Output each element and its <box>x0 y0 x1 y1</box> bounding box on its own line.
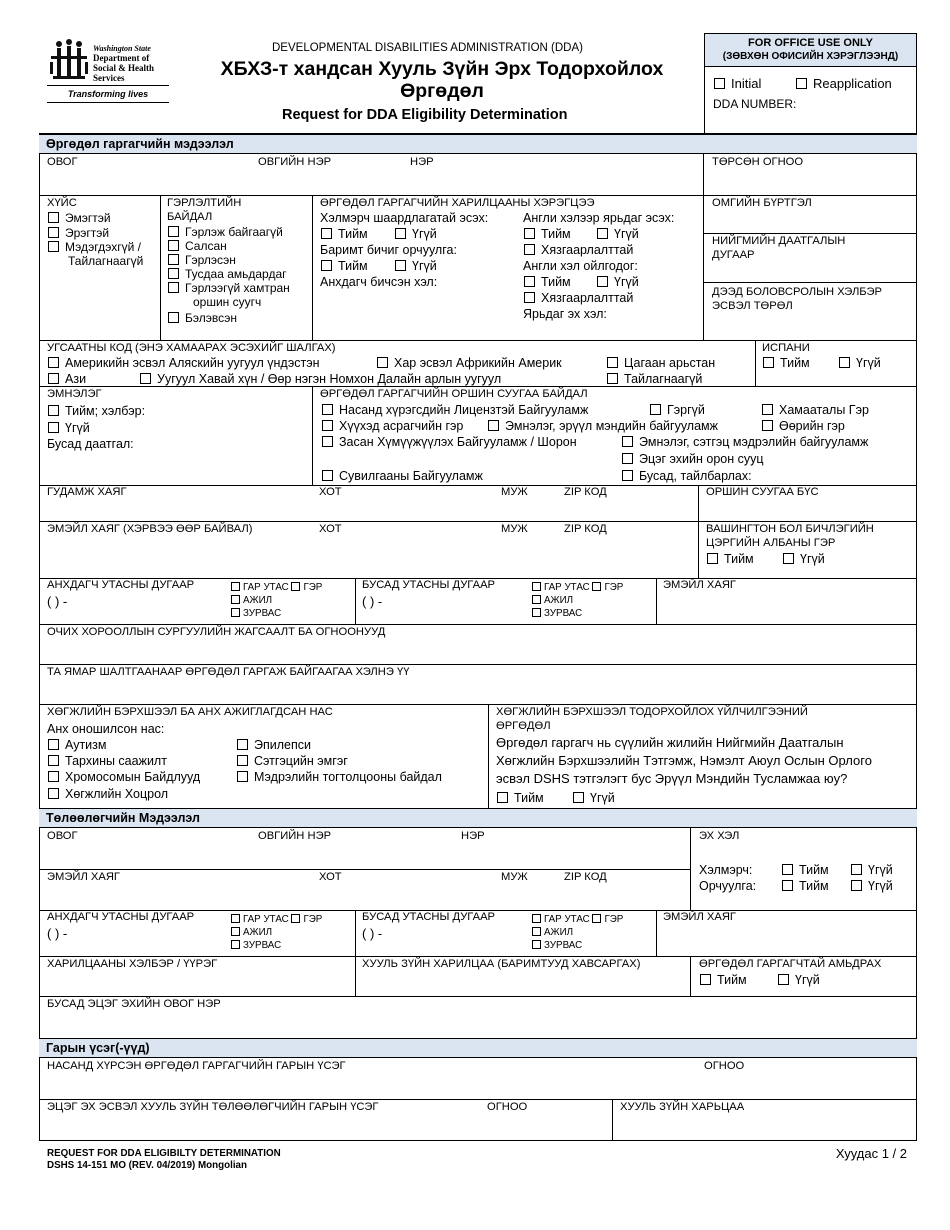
zip-label: ZIP КОД <box>564 486 607 498</box>
dshs-emblem-icon <box>47 38 91 82</box>
phone2-type-msg[interactable]: ЗУРВАС <box>532 608 582 620</box>
rep-other-phone-label: БУСАД УТАСНЫ ДУГААР <box>362 911 496 923</box>
legal-relationship-label: ХУУЛЬ ЗҮЙН ХАРЬЦАА <box>620 1101 745 1113</box>
adult-sig-date-label: ОГНОО <box>704 1060 745 1072</box>
ssi-label2: ӨРГӨДӨЛ <box>496 720 551 732</box>
applicant-patronymic-label: ОВГИЙН НЭР <box>258 156 332 168</box>
res-child-foster-checkbox[interactable]: Хүүхэд асрагчийн гэр <box>322 418 463 434</box>
english-limited-checkbox[interactable]: Хязгаарлалттай <box>524 242 633 258</box>
ethnic-pacific-checkbox[interactable]: Уугуул Хавай хүн / Өөр нэгэн Номхон Далайн арлын уугуул <box>140 371 501 387</box>
office-initial-checkbox[interactable]: Initial <box>714 76 761 92</box>
marital-label: ГЭРЛЭЛТИЙН <box>167 197 242 209</box>
sex-female-checkbox[interactable]: Эмэгтэй <box>48 210 111 226</box>
phone2-type-cell-home[interactable]: ГАР УТАС ГЭР <box>532 582 623 594</box>
res-adult-facility-checkbox[interactable]: Насанд хүрэгсдийн Лицензтэй Байгууламж <box>322 402 588 418</box>
marital-divorced-checkbox[interactable]: Салсан <box>168 238 227 254</box>
rep-zip-label: ZIP КОД <box>564 871 607 883</box>
marital-separated-checkbox[interactable]: Тусдаа амьдардаг <box>168 266 287 282</box>
ssi-question-1: Өргөдөл гаргагч нь сүүлийн жилийн Нийгмийн Даатгалын <box>496 735 844 750</box>
insurance-yes-checkbox[interactable]: Тийм; хэлбэр: <box>48 403 145 419</box>
other-parent-label: БУСАД ЭЦЭГ ЭХИЙН ОВОГ НЭР <box>47 998 221 1010</box>
residence-label: ӨРГӨДӨЛ ГАРГАГЧИЙН ОРШИН СУУГАА БАЙДАЛ <box>320 388 588 400</box>
parent-signature-label: ЭЦЭГ ЭХ ЭСВЭЛ ХУУЛЬ ЗҮЙН ТӨЛӨӨЛӨГЧИЙН ГАРЫН ҮСЭГ <box>47 1101 379 1113</box>
ethnic-unreported-checkbox[interactable]: Тайлагнаагүй <box>607 371 702 387</box>
ethnic-white-checkbox[interactable]: Цагаан арьстан <box>607 355 715 371</box>
phone1-type-cell-home[interactable]: ГАР УТАС ГЭР <box>231 582 322 594</box>
ethnic-am-indian-checkbox[interactable]: Америкийн эсвэл Аляскийн уугуул үндэстэн <box>48 355 320 371</box>
mailing-city-label: ХОТ <box>319 523 342 535</box>
rep-patronymic-label: ОВГИЙН НЭР <box>258 830 332 842</box>
phone2-type-work[interactable]: АЖИЛ <box>532 595 573 607</box>
applicant-first-name-label: НЭР <box>410 156 434 168</box>
understand-limited-checkbox[interactable]: Хязгаарлалттай <box>524 290 633 306</box>
res-nursing-checkbox[interactable]: Эмнэлэг, эрүүл мэндийн байгууламж <box>488 418 718 434</box>
res-own-home-checkbox[interactable]: Өөрийн гэр <box>762 418 845 434</box>
dis-cp-checkbox[interactable]: Тархины саажилт <box>48 753 167 769</box>
rep-state-label: МУЖ <box>501 871 528 883</box>
understand-yes-checkbox[interactable]: Тийм <box>524 274 571 290</box>
ssi-question-2: Хөгжлийн Бэрхшээлийн Тэтгэмж, Нэмэлт Аюул Ослын Орлого <box>496 753 872 768</box>
logo-dept: Department of Social & Health Services <box>93 53 154 83</box>
wa-military-yes-checkbox[interactable]: Тийм <box>707 551 754 567</box>
phone1-type-work[interactable]: АЖИЛ <box>231 595 272 607</box>
rep-lives-no-checkbox[interactable]: Үгүй <box>778 972 820 988</box>
page-title-en: Request for DDA Eligibility Determination <box>282 107 568 123</box>
logo-tagline: Transforming lives <box>67 89 149 99</box>
insurance-no-checkbox[interactable]: Үгүй <box>48 420 90 436</box>
state-label: МУЖ <box>501 486 528 498</box>
english-yes-checkbox[interactable]: Тийм <box>524 226 571 242</box>
rep-city-label: ХОТ <box>319 871 342 883</box>
marital-partner-checkbox[interactable]: Гэрлээгүй хамтран <box>168 280 290 296</box>
county-label: ОРШИН СУУГАА БҮС <box>706 486 819 498</box>
footer-form-name: REQUEST FOR DDA ELIGIBILTY DETERMINATION DSHS 14-151 MO (REV. 04/2019) Mongolian <box>47 1148 281 1171</box>
primary-phone-format: ( ) - <box>47 594 68 609</box>
rep-translation-no-checkbox[interactable]: Үгүй <box>851 878 893 894</box>
dis-chromo-checkbox[interactable]: Хромосомын Байдлууд <box>48 769 200 785</box>
footer-page-number: Хуудас 1 / 2 <box>835 1146 907 1161</box>
rep-language-label: ЭХ ХЭЛ <box>699 830 740 842</box>
dshs-logo <box>47 38 172 104</box>
rep-primary-phone-format: ( ) - <box>47 926 68 941</box>
school-district-label: ОЧИХ ХОРООЛЛЫН СУРГУУЛИЙН ЖАГСААЛТ БА ОГНООНУУД <box>47 626 386 638</box>
rep-phone2-cell-home[interactable]: ГАР УТАС ГЭР <box>532 914 623 926</box>
interpreter-question: Хэлмэрч шаардлагатай эсэх: <box>320 211 489 225</box>
primary-phone-label: АНХДАГЧ УТАСНЫ ДУГААР <box>47 579 195 591</box>
primary-written-label: Анхдагч бичсэн хэл: <box>320 275 438 289</box>
hispanic-label: ИСПАНИ <box>762 342 810 354</box>
marital-label2: БАЙДАЛ <box>167 211 213 223</box>
email-label: ЭМЭЙЛ ХАЯГ <box>663 579 736 591</box>
rep-translation-label: Орчуулга: <box>699 879 757 893</box>
res-parent-home-checkbox[interactable]: Эцэг эхийн орон сууц <box>622 451 764 467</box>
doc-translation-question: Баримт бичиг орчуулга: <box>320 243 457 257</box>
rep-email-label: ЭМЭЙЛ ХАЯГ <box>47 871 120 883</box>
rep-lives-with-label: ӨРГӨДӨЛ ГАРГАГЧТАЙ АМЬДРАХ <box>699 958 882 970</box>
title-mn-line1: ХБХЗ-т хандсан Хууль Зүйн Эрх Тодорхойлох <box>220 58 664 80</box>
ssn-label2: ДУГААР <box>712 249 755 261</box>
wa-military-label2: ЦЭРГИЙН АЛБАНЫ ГЭР <box>706 537 836 549</box>
understand-no-checkbox[interactable]: Үгүй <box>597 274 639 290</box>
street-label: ГУДАМЖ ХАЯГ <box>47 486 127 498</box>
rep-primary-phone-label: АНХДАГЧ УТАСНЫ ДУГААР <box>47 911 195 923</box>
res-psych-checkbox[interactable]: Эмнэлэг, сэтгэц мэдрэлийн байгууламж <box>622 434 868 450</box>
interpreter-yes-checkbox[interactable]: Тийм <box>321 226 368 242</box>
ssn-label: НИЙГМИЙН ДААТГАЛЫН <box>712 235 846 247</box>
translation-no-checkbox[interactable]: Үгүй <box>395 258 437 274</box>
page-title-mn <box>192 58 692 102</box>
reason-label: ТА ЯМАР ШАЛТГААНААР ӨРГӨДӨЛ ГАРГАЖ БАЙГААГАА ХЭЛНЭ ҮҮ <box>47 666 410 678</box>
res-school-checkbox[interactable]: Сувилгааны Байгууламж <box>322 468 483 484</box>
rep-phone1-cell-home[interactable]: ГАР УТАС ГЭР <box>231 914 322 926</box>
wa-military-no-checkbox[interactable]: Үгүй <box>783 551 825 567</box>
first-diagnosis-label: Анх оношилсон нас: <box>47 722 165 736</box>
dis-dev-checkbox[interactable]: Хөгжлийн Хоцрол <box>48 786 168 802</box>
other-insurance-label: Бусад даатгал: <box>47 437 134 451</box>
dis-autism-checkbox[interactable]: Аутизм <box>48 737 106 753</box>
res-other-checkbox[interactable]: Бусад, тайлбарлах: <box>622 468 752 484</box>
section-applicant: Өргөдөл гаргагчийн мэдээлэл <box>39 134 917 154</box>
education-label2: ЭСВЭЛ ТӨРӨЛ <box>712 300 793 312</box>
res-community-checkbox[interactable]: Хамааталы Гэр <box>762 402 869 418</box>
translation-yes-checkbox[interactable]: Тийм <box>321 258 368 274</box>
sex-unknown-label2: Тайлагнаагүй <box>68 254 144 268</box>
rep-phone2-work[interactable]: АЖИЛ <box>532 927 573 939</box>
city-label: ХОТ <box>319 486 342 498</box>
applicant-dob-label: ТӨРСӨН ОГНОО <box>712 156 804 168</box>
disability-label: ХӨГЖЛИЙН БЭРХШЭЭЛ БА АНХ АЖИГЛАГДСАН НАС <box>47 706 333 718</box>
marital-partner-label2: оршин суугч <box>193 295 262 309</box>
ethnic-asian-checkbox[interactable]: Ази <box>48 371 86 387</box>
interpreter-no-checkbox[interactable]: Үгүй <box>395 226 437 242</box>
mailing-state-label: МУЖ <box>501 523 528 535</box>
rep-email2-label: ЭМЭЙЛ ХАЯГ <box>663 911 736 923</box>
dis-psych-checkbox[interactable]: Сэтгэцийн эмгэг <box>237 753 348 769</box>
section-signatures: Гарын үсэг(-үүд) <box>39 1038 917 1058</box>
agency-name: DEVELOPMENTAL DISABILITIES ADMINISTRATION (DDA) <box>272 42 583 54</box>
rep-interpreter-no-checkbox[interactable]: Үгүй <box>851 862 893 878</box>
rep-last-name-label: ОВОГ <box>47 830 78 842</box>
rep-phone2-msg[interactable]: ЗУРВАС <box>532 940 582 952</box>
ethnic-black-checkbox[interactable]: Хар эсвэл Африкийн Америк <box>377 355 562 371</box>
ssi-no-checkbox[interactable]: Үгүй <box>573 790 615 806</box>
phone1-type-msg[interactable]: ЗУРВАС <box>231 608 281 620</box>
office-reapplication-checkbox[interactable]: Reapplication <box>796 76 892 92</box>
marital-single-checkbox[interactable]: Гэрлэж байгаагүй <box>168 224 283 240</box>
rep-legal-rel-label: ХУУЛЬ ЗҮЙН ХАРИЛЦАА (БАРИМТУУД ХАВСАРГАХ) <box>362 958 641 970</box>
applicant-last-name-label: ОВОГ <box>47 156 78 168</box>
rep-interpreter-label: Хэлмэрч: <box>699 863 753 877</box>
rep-phone1-msg[interactable]: ЗУРВАС <box>231 940 281 952</box>
rep-first-name-label: НЭР <box>461 830 485 842</box>
mailing-label: ЭМЭЙЛ ХАЯГ (ХЭРВЭЭ ӨӨР БАЙВАЛ) <box>47 523 253 535</box>
other-phone-label: БУСАД УТАСНЫ ДУГААР <box>362 579 496 591</box>
office-use-box <box>704 33 917 134</box>
comm-needs-label: ӨРГӨДӨЛ ГАРГАГЧИЙН ХАРИЛЦААНЫ ХЭРЭГЦЭЭ <box>320 197 595 209</box>
ssi-label: ХӨГЖЛИЙН БЭРХШЭЭЛ ТОДОРХОЙЛОХ ҮЙЛЧИЛГЭЭНИЙ <box>496 706 808 718</box>
ethnic-label: УГСААТНЫ КОД (ЭНЭ ХАМААРАХ ЭСЭХИЙГ ШАЛГАХ) <box>47 342 336 354</box>
logo-state: Washington State <box>93 44 151 53</box>
dis-epilepsy-checkbox[interactable]: Эпилепси <box>237 737 311 753</box>
adult-signature-label: НАСАНД ХҮРСЭН ӨРГӨДӨЛ ГАРГАГЧИЙН ГАРЫН ҮСЭГ <box>47 1060 346 1072</box>
title-mn-line2: Өргөдөл <box>400 80 484 102</box>
rep-phone1-work[interactable]: АЖИЛ <box>231 927 272 939</box>
rep-interpreter-yes-checkbox[interactable]: Тийм <box>782 862 829 878</box>
hispanic-yes-checkbox[interactable]: Тийм <box>763 355 810 371</box>
section-representative: Төлөөлөгчийн Мэдээлэл <box>39 808 917 828</box>
mailing-zip-label: ZIP КОД <box>564 523 607 535</box>
marital-widowed-checkbox[interactable]: Бэлэвсэн <box>168 310 237 326</box>
res-corrections-checkbox[interactable]: Засан Хүмүүжүүлэх Байгууламж / Шорон <box>322 434 577 450</box>
rep-lives-yes-checkbox[interactable]: Тийм <box>700 972 747 988</box>
sex-unknown-checkbox[interactable]: Мэдэгдэхгүй / <box>48 239 141 255</box>
civil-reg-label: ОМГИЙН БҮРТГЭЛ <box>712 197 812 209</box>
sex-male-checkbox[interactable]: Эрэгтэй <box>48 225 109 241</box>
rep-other-phone-format: ( ) - <box>362 926 383 941</box>
english-question: Англи хэлээр ярьдаг эсэх: <box>523 211 675 225</box>
dis-neuro-checkbox[interactable]: Мэдрэлийн тогтолцооны байдал <box>237 769 442 785</box>
insurance-label: ЭМНЭЛЭГ <box>47 388 102 400</box>
rep-translation-yes-checkbox[interactable]: Тийм <box>782 878 829 894</box>
english-understand-question: Англи хэл ойлгодог: <box>523 259 638 273</box>
sex-label: ХҮЙС <box>47 197 77 209</box>
hispanic-no-checkbox[interactable]: Үгүй <box>839 355 881 371</box>
office-use-title: FOR OFFICE USE ONLY (ЗӨВХӨН ОФИСИЙН ХЭРЭГЛЭЭНД) <box>705 34 916 67</box>
wa-military-label: ВАШИНГТОН БОЛ БИЧЛЭГИЙН <box>706 523 874 535</box>
english-no-checkbox[interactable]: Үгүй <box>597 226 639 242</box>
marital-married-checkbox[interactable]: Гэрлэсэн <box>168 252 236 268</box>
dda-number-label: DDA NUMBER: <box>713 97 797 111</box>
ssi-question-3: эсвэл DSHS тэтгэлэгт бус Эрүүл Мэндийн Тусламжаа юу? <box>496 771 848 786</box>
res-homeless-checkbox[interactable]: Гэргүй <box>650 402 705 418</box>
ssi-yes-checkbox[interactable]: Тийм <box>497 790 544 806</box>
parent-sig-date-label: ОГНОО <box>487 1101 528 1113</box>
primary-spoken-label: Ярьдаг эх хэл: <box>523 307 607 321</box>
education-label: ДЭЭД БОЛОВСРОЛЫН ХЭЛБЭР <box>712 286 883 298</box>
other-phone-format: ( ) - <box>362 594 383 609</box>
rep-comm-method-label: ХАРИЛЦААНЫ ХЭЛБЭР / ҮҮРЭГ <box>47 958 218 970</box>
